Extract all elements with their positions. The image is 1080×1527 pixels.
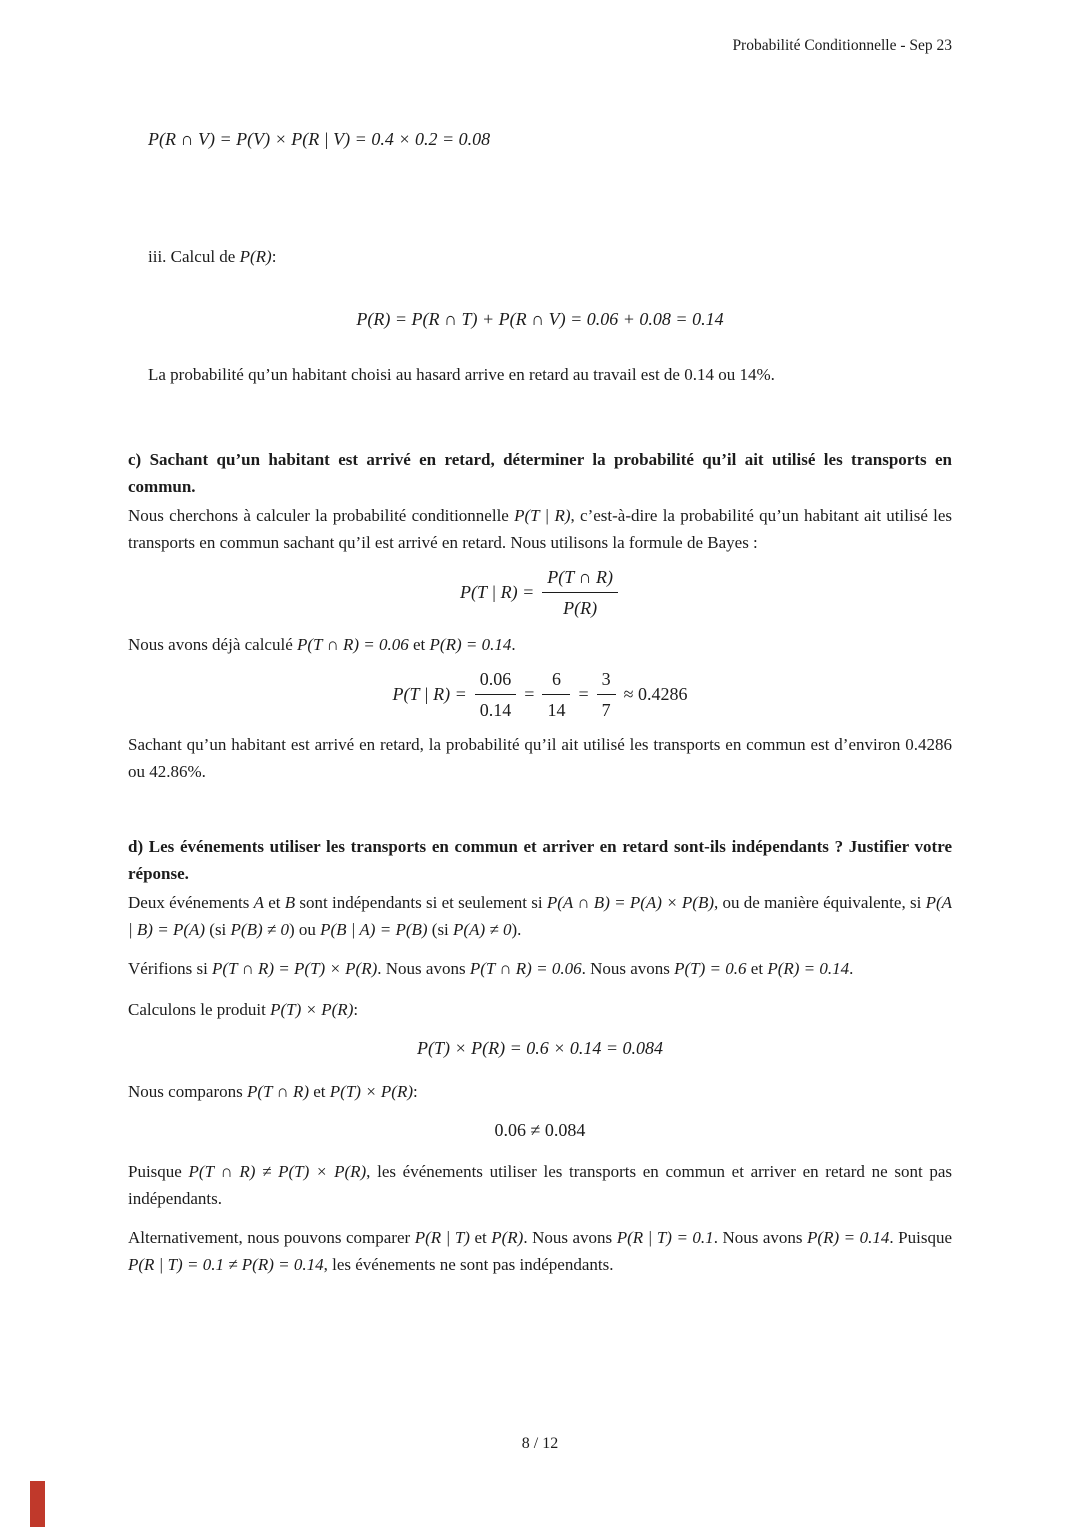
paragraph-comparison-intro xyxy=(128,1078,952,1105)
inline-math: P(R | T) xyxy=(414,1228,470,1247)
bayes-formula-lhs: P(T | R) = xyxy=(460,582,535,602)
bayes-fraction xyxy=(542,564,618,621)
text-run: . Nous avons xyxy=(713,1228,808,1247)
fraction-sixths-numerator: 6 xyxy=(542,666,570,695)
text-run: et xyxy=(746,959,768,978)
text-run: Calculons le produit xyxy=(128,1000,271,1019)
text-run: , les événements ne sont pas indépendants. xyxy=(323,1255,614,1274)
inline-math: P(R) = 0.14 xyxy=(807,1228,890,1247)
text-run: . Nous avons xyxy=(377,959,470,978)
heading-question-c: c) Sachant qu’un habitant est arrivé en retard, déterminer la probabilité qu’il ait utilisé les transports en commun. xyxy=(128,450,952,496)
fraction-sixths-denominator: 14 xyxy=(547,700,566,720)
bayes-numerator: P(T ∩ R) xyxy=(542,564,618,593)
paragraph-alternative xyxy=(128,1224,952,1278)
text-run: Vérifions si xyxy=(128,959,213,978)
page-header xyxy=(0,0,1080,56)
text-run: et xyxy=(309,1082,330,1101)
formula-ptr-computation xyxy=(128,666,952,723)
text-run: et xyxy=(469,1228,492,1247)
paragraph-verification xyxy=(128,955,952,982)
inline-math: P(T ∩ R) = 0.06 xyxy=(297,635,409,654)
document-content xyxy=(128,126,952,1278)
page-footer xyxy=(0,1430,1080,1457)
paragraph-conclusion-d xyxy=(128,1158,952,1212)
fraction-sevenths-numerator: 3 xyxy=(597,666,616,695)
bayes-denominator: P(R) xyxy=(563,598,598,618)
bayes-formula xyxy=(128,564,952,621)
inline-math: B xyxy=(284,893,296,912)
text-run: ) ou xyxy=(288,920,321,939)
paragraph-bayes-intro xyxy=(128,502,952,556)
inline-math: P(T | R) xyxy=(514,506,571,525)
equals-sign: = xyxy=(578,684,589,704)
inline-math: P(R | T) = 0.1 xyxy=(616,1228,714,1247)
text-run: , les événements utiliser les transports en commun et arriver en retard ne sont pas indépendants. xyxy=(128,1162,953,1208)
page-number: 8 / 12 xyxy=(521,1435,559,1452)
text-run: : xyxy=(353,1000,359,1019)
text-run: : xyxy=(271,247,277,266)
text-run: Sachant qu’un habitant est arrivé en retard, la probabilité qu’il ait utilisé les transports en commun est d’environ 0.4286 ou 42.86%. xyxy=(128,735,952,781)
inline-math: P(R) = 0.14 xyxy=(767,959,850,978)
paragraph-product-intro xyxy=(128,996,952,1023)
inline-math: P(B | A) = P(B) xyxy=(320,920,428,939)
text-run: . xyxy=(849,959,854,978)
inline-math: P(R) xyxy=(491,1228,524,1247)
list-item-iii xyxy=(148,243,952,270)
inline-math: A xyxy=(253,893,264,912)
paragraph-pr-conclusion xyxy=(148,361,952,388)
fraction-decimal-denominator: 0.14 xyxy=(479,700,512,720)
inline-math: P(A | B) = P(A) xyxy=(128,893,952,939)
text-run: . Nous avons xyxy=(523,1228,617,1247)
inline-math: P(R) xyxy=(239,247,272,266)
fraction-sevenths xyxy=(597,666,616,723)
text-run: (si xyxy=(427,920,454,939)
inline-math: P(T) × P(R) xyxy=(329,1082,414,1101)
text-run: , ou de manière équivalente, si xyxy=(714,893,926,912)
fraction-sevenths-denominator: 7 xyxy=(601,700,611,720)
text-run: et xyxy=(408,635,430,654)
formula-product-text: P(T) × P(R) = 0.6 × 0.14 = 0.084 xyxy=(416,1038,664,1058)
text-run: . Nous avons xyxy=(581,959,675,978)
fraction-decimal xyxy=(475,666,517,723)
formula-prv xyxy=(148,126,952,153)
inline-math: P(R | T) = 0.1 ≠ P(R) = 0.14 xyxy=(128,1255,324,1274)
text-run: (si xyxy=(205,920,231,939)
formula-total-probability xyxy=(128,306,952,333)
text-run: Nous cherchons à calculer la probabilité conditionnelle xyxy=(128,506,515,525)
chain-lhs: P(T | R) = xyxy=(392,684,467,704)
inline-math: P(T ∩ R) = P(T) × P(R) xyxy=(212,959,378,978)
text-run: Alternativement, nous pouvons comparer xyxy=(128,1228,415,1247)
text-run: : xyxy=(413,1082,418,1101)
inline-math: P(A) ≠ 0 xyxy=(453,920,512,939)
text-run: , c’est-à-dire la probabilité qu’un habitant ait utilisé les transports en commun sachant qu’il est arrivé en retard. Nous utilisons la formule de Bayes : xyxy=(128,506,953,552)
inline-math: P(T ∩ R) = 0.06 xyxy=(469,959,582,978)
formula-comparison xyxy=(128,1117,952,1144)
fraction-decimal-numerator: 0.06 xyxy=(475,666,517,695)
inline-math: P(R) = 0.14 xyxy=(429,635,512,654)
paragraph-independence-definition xyxy=(128,889,952,943)
text-run: Puisque xyxy=(128,1162,189,1181)
text-run: iii. Calcul de xyxy=(148,247,240,266)
paragraph-conclusion-c xyxy=(128,731,952,785)
formula-comparison-text: 0.06 ≠ 0.084 xyxy=(494,1120,586,1140)
inline-math: P(T) = 0.6 xyxy=(674,959,747,978)
fraction-sixths xyxy=(542,666,570,723)
text-run: ). xyxy=(511,920,522,939)
text-run: Nous comparons xyxy=(128,1082,247,1101)
paragraph-known-values xyxy=(128,631,952,658)
red-ribbon-mark xyxy=(30,1481,45,1527)
text-run: . xyxy=(511,635,516,654)
text-run: La probabilité qu’un habitant choisi au hasard arrive en retard au travail est de 0.14 ou 14%. xyxy=(148,365,775,384)
formula-total-probability-text: P(R) = P(R ∩ T) + P(R ∩ V) = 0.06 + 0.08 = 0.14 xyxy=(356,309,724,329)
approx-result: ≈ 0.4286 xyxy=(623,684,688,704)
text-run: Deux événements xyxy=(128,893,254,912)
text-run: sont indépendants si et seulement si xyxy=(295,893,547,912)
equals-sign: = xyxy=(524,684,535,704)
formula-product xyxy=(128,1035,952,1062)
inline-math: P(T) × P(R) xyxy=(270,1000,354,1019)
inline-math: P(B) ≠ 0 xyxy=(230,920,289,939)
heading-question-d: d) Les événements utiliser les transports en commun et arriver en retard sont-ils indépendants ? Justifier votre réponse. xyxy=(128,837,952,883)
text-run: et xyxy=(263,893,285,912)
inline-math: P(T ∩ R) xyxy=(246,1082,309,1101)
document-title: Probabilité Conditionnelle - Sep 23 xyxy=(732,37,952,54)
text-run: Nous avons déjà calculé xyxy=(128,635,297,654)
inline-math: P(A ∩ B) = P(A) × P(B) xyxy=(546,893,715,912)
formula-prv-text: P(R ∩ V) = P(V) × P(R | V) = 0.4 × 0.2 = 0.08 xyxy=(148,129,491,149)
inline-math: P(T ∩ R) ≠ P(T) × P(R) xyxy=(188,1162,367,1181)
text-run: . Puisque xyxy=(889,1228,952,1247)
